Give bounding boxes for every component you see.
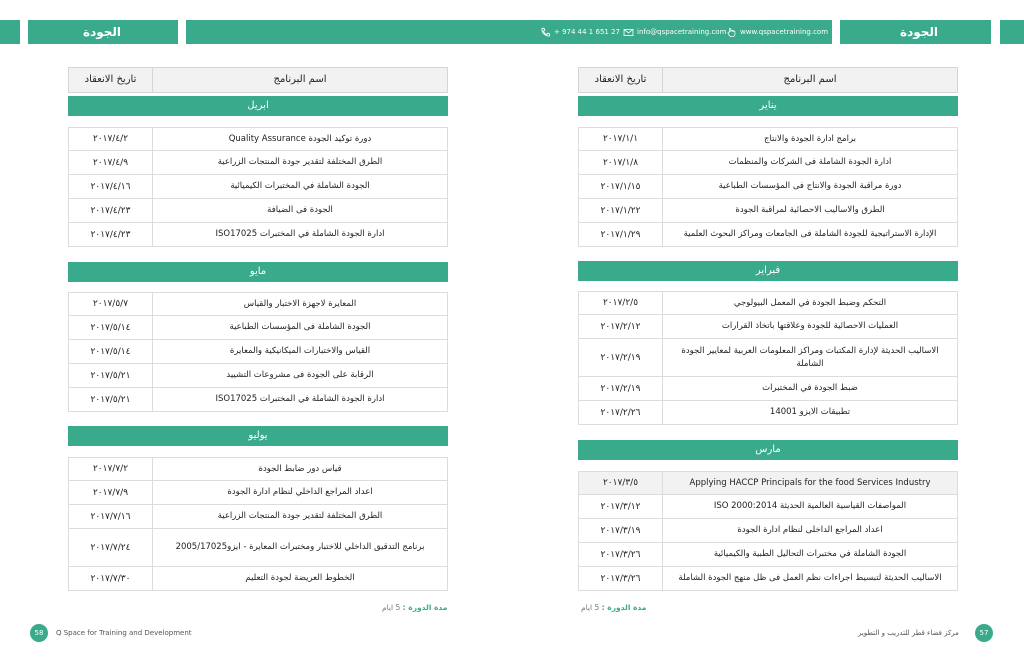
month-header-january: يناير (578, 96, 958, 116)
course-name: ادارة الجودة الشاملة في المختبرات ISO17025 (215, 229, 385, 239)
course-date: ٢٠١٧/٣/٥ (579, 472, 663, 494)
table-row (68, 223, 448, 247)
course-date: ٢٠١٧/٧/٢٤ (69, 529, 153, 566)
left-page (68, 67, 448, 584)
course-date: ٢٠١٧/٣/٢٦ (579, 543, 663, 566)
course-list-february (578, 291, 958, 425)
course-date: ٢٠١٧/٥/١٤ (69, 316, 153, 339)
course-name: الجودة الشاملة في مختبرات التحاليل الطبية والكيميائية (713, 549, 907, 559)
table-row (68, 340, 448, 364)
course-name: الاساليب الحديثة لإدارة المكتبات ومراكز المعلومات العربية لمعايير الجودة الشاملة (681, 345, 939, 369)
duration-value: 5 ايام (581, 603, 600, 612)
email-text: info@qspacetraining.com (637, 28, 727, 36)
course-date: ٢٠١٧/١/١٥ (579, 175, 663, 198)
course-date: ٢٠١٧/٥/٢١ (69, 364, 153, 387)
column-header-name: اسم البرنامج (783, 74, 837, 85)
email-icon (623, 27, 634, 38)
course-list-march (578, 471, 958, 591)
course-name: دورة مراقبة الجودة والانتاج فى المؤسسات الطباعية (718, 181, 902, 191)
duration-label: مدة الدورة : (601, 603, 647, 612)
duration-value: 5 ايام (382, 603, 401, 612)
course-date: ٢٠١٧/٣/٢٦ (579, 567, 663, 590)
course-name: القياس والاختبارات الميكانيكية والمعايرة (229, 346, 371, 356)
contact-bar (186, 20, 832, 44)
table-row (68, 175, 448, 199)
left-duration-note (382, 603, 447, 612)
course-name: تطبيقات الايزو 14001 (769, 407, 851, 417)
course-date: ٢٠١٧/٧/٣٠ (69, 567, 153, 590)
course-name: ادارة الجودة الشاملة فى الشركات والمنظمات (728, 157, 892, 167)
month-header-april: ابريل (68, 96, 448, 116)
right-duration-note (581, 603, 646, 612)
table-row (68, 388, 448, 412)
table-row (68, 292, 448, 316)
course-list-april (68, 127, 448, 247)
table-row (578, 567, 958, 591)
course-name: الطرق والاساليب الاحصائية لمراقبة الجودة (735, 205, 885, 215)
course-date: ٢٠١٧/٥/٢١ (69, 388, 153, 411)
course-name: اعداد المراجع الداخلي لنظام ادارة الجودة (227, 487, 373, 497)
course-date: ٢٠١٧/٥/٧ (69, 293, 153, 315)
website-text: www.qspacetraining.com (740, 28, 829, 36)
course-date: ٢٠١٧/٧/٢ (69, 458, 153, 480)
course-list-january (578, 127, 958, 247)
course-date: ٢٠١٧/٣/١٢ (579, 495, 663, 518)
course-date: ٢٠١٧/٢/٢٦ (579, 401, 663, 424)
course-name: الخطوط العريضة لجودة التعليم (245, 573, 355, 583)
column-header-name: اسم البرنامج (273, 74, 327, 85)
course-name: الطرق المختلفة لتقدير جودة المنتجات الزراعية (217, 157, 383, 167)
table-row (578, 223, 958, 247)
course-name: قياس دور ضابط الجودة (258, 463, 342, 474)
table-row (68, 127, 448, 151)
month-header-march: مارس (578, 440, 958, 460)
course-date: ٢٠١٧/١/٨ (579, 151, 663, 174)
table-row (68, 364, 448, 388)
course-name: الرقابة على الجودة فى مشروعات التشييد (226, 370, 374, 380)
table-row (68, 529, 448, 567)
month-header-july: يوليو (68, 426, 448, 446)
course-list-may (68, 292, 448, 412)
course-name: المعايرة لاجهزة الاختبار والقياس (243, 298, 357, 309)
course-name: Applying HACCP Principals for the food Services Industry (689, 477, 931, 488)
website-contact[interactable] (726, 20, 828, 44)
course-name: الإدارة الاستراتيجية للجودة الشاملة فى الجامعات ومراكز البحوث العلمية (683, 229, 937, 239)
course-name: دورة توكيد الجودة Quality Assurance (228, 133, 372, 144)
course-date: ٢٠١٧/١/١ (579, 128, 663, 150)
right-footer-text: مركز فضاء قطر للتدريب و التطوير (858, 629, 959, 637)
course-date: ٢٠١٧/٤/١٦ (69, 175, 153, 198)
course-date: ٢٠١٧/٧/١٦ (69, 505, 153, 528)
month-header-may: مايو (68, 262, 448, 282)
table-row (578, 291, 958, 315)
phone-contact[interactable] (540, 20, 620, 44)
table-header (578, 67, 958, 93)
table-header (68, 67, 448, 93)
left-footer-text: Q Space for Training and Development (56, 629, 192, 637)
table-row (578, 127, 958, 151)
course-name: اعداد المراجع الداخلى لنظام ادارة الجودة (737, 525, 883, 535)
course-name: التحكم وضبط الجودة في المعمل البيولوجي (733, 297, 887, 308)
course-date: ٢٠١٧/٢/١٢ (579, 315, 663, 338)
email-contact[interactable] (623, 20, 726, 44)
right-page (578, 67, 958, 584)
table-row (578, 401, 958, 425)
right-page-number: 57 (975, 624, 993, 642)
left-header-title: الجودة (83, 25, 122, 39)
course-name: الجودة فى الضيافة (267, 205, 333, 215)
table-row (578, 175, 958, 199)
course-name: الجودة الشاملة في المختبرات الكيميائية (230, 181, 370, 191)
course-name: ضبط الجودة في المختبرات (762, 383, 858, 393)
course-date: ٢٠١٧/٥/١٤ (69, 340, 153, 363)
course-date: ٢٠١٧/٢/١٩ (579, 377, 663, 400)
table-row (68, 457, 448, 481)
course-date: ٢٠١٧/٧/٩ (69, 481, 153, 504)
table-row (578, 199, 958, 223)
left-edge-bar (0, 20, 20, 44)
column-header-date: تاريخ الانعقاد (579, 68, 663, 92)
course-name: ادارة الجودة الشاملة في المختبرات ISO17025 (215, 394, 385, 404)
table-row (578, 495, 958, 519)
table-row (68, 316, 448, 340)
table-row (578, 543, 958, 567)
course-date: ٢٠١٧/٣/١٩ (579, 519, 663, 542)
course-date: ٢٠١٧/١/٢٩ (579, 223, 663, 246)
course-name: برامج ادارة الجودة والانتاج (763, 133, 857, 144)
left-header-bar (28, 20, 178, 44)
column-header-date: تاريخ الانعقاد (69, 68, 153, 92)
left-page-number: 58 (30, 624, 48, 642)
table-row (578, 151, 958, 175)
course-date: ٢٠١٧/١/٢٢ (579, 199, 663, 222)
pointer-hand-icon (726, 27, 737, 38)
table-row (68, 481, 448, 505)
table-row (578, 339, 958, 377)
right-header-title: الجودة (900, 25, 939, 39)
right-header-bar (840, 20, 991, 44)
course-name: الجودة الشاملة فى المؤسسات الطباعية (229, 322, 371, 332)
course-name: المواصفات القياسية العالمية الحديثة ISO 2000:2014 (713, 501, 907, 511)
course-name: برنامج التدقيق الداخلي للاختبار ومختبرات المعايرة - ايزو2005/17025 (175, 542, 425, 552)
course-name: الاساليب الحديثة لتبسيط اجراءات نظم العمل فى ظل منهج الجودة الشاملة (678, 573, 942, 583)
month-header-february: فبراير (578, 261, 958, 281)
course-date: ٢٠١٧/٢/٥ (579, 292, 663, 314)
table-row (578, 315, 958, 339)
right-edge-bar (1000, 20, 1024, 44)
course-name: الطرق المختلفة لتقدير جودة المنتجات الزراعية (217, 511, 383, 521)
table-row (578, 377, 958, 401)
course-date: ٢٠١٧/٤/٢ (69, 128, 153, 150)
phone-icon (540, 27, 551, 38)
course-date: ٢٠١٧/٤/٢٣ (69, 223, 153, 246)
table-row (68, 567, 448, 591)
table-row (68, 151, 448, 175)
course-date: ٢٠١٧/٤/٢٣ (69, 199, 153, 222)
table-row (68, 199, 448, 223)
duration-label: مدة الدورة : (402, 603, 448, 612)
phone-text: + 974 44 1 651 27 (554, 28, 620, 36)
table-row (578, 519, 958, 543)
course-date: ٢٠١٧/٤/٩ (69, 151, 153, 174)
course-list-july (68, 457, 448, 591)
course-date: ٢٠١٧/٢/١٩ (579, 339, 663, 376)
course-name: العمليات الاحصائية للجودة وعلاقتها باتخاذ القرارات (721, 321, 899, 331)
table-row (578, 471, 958, 495)
table-row (68, 505, 448, 529)
